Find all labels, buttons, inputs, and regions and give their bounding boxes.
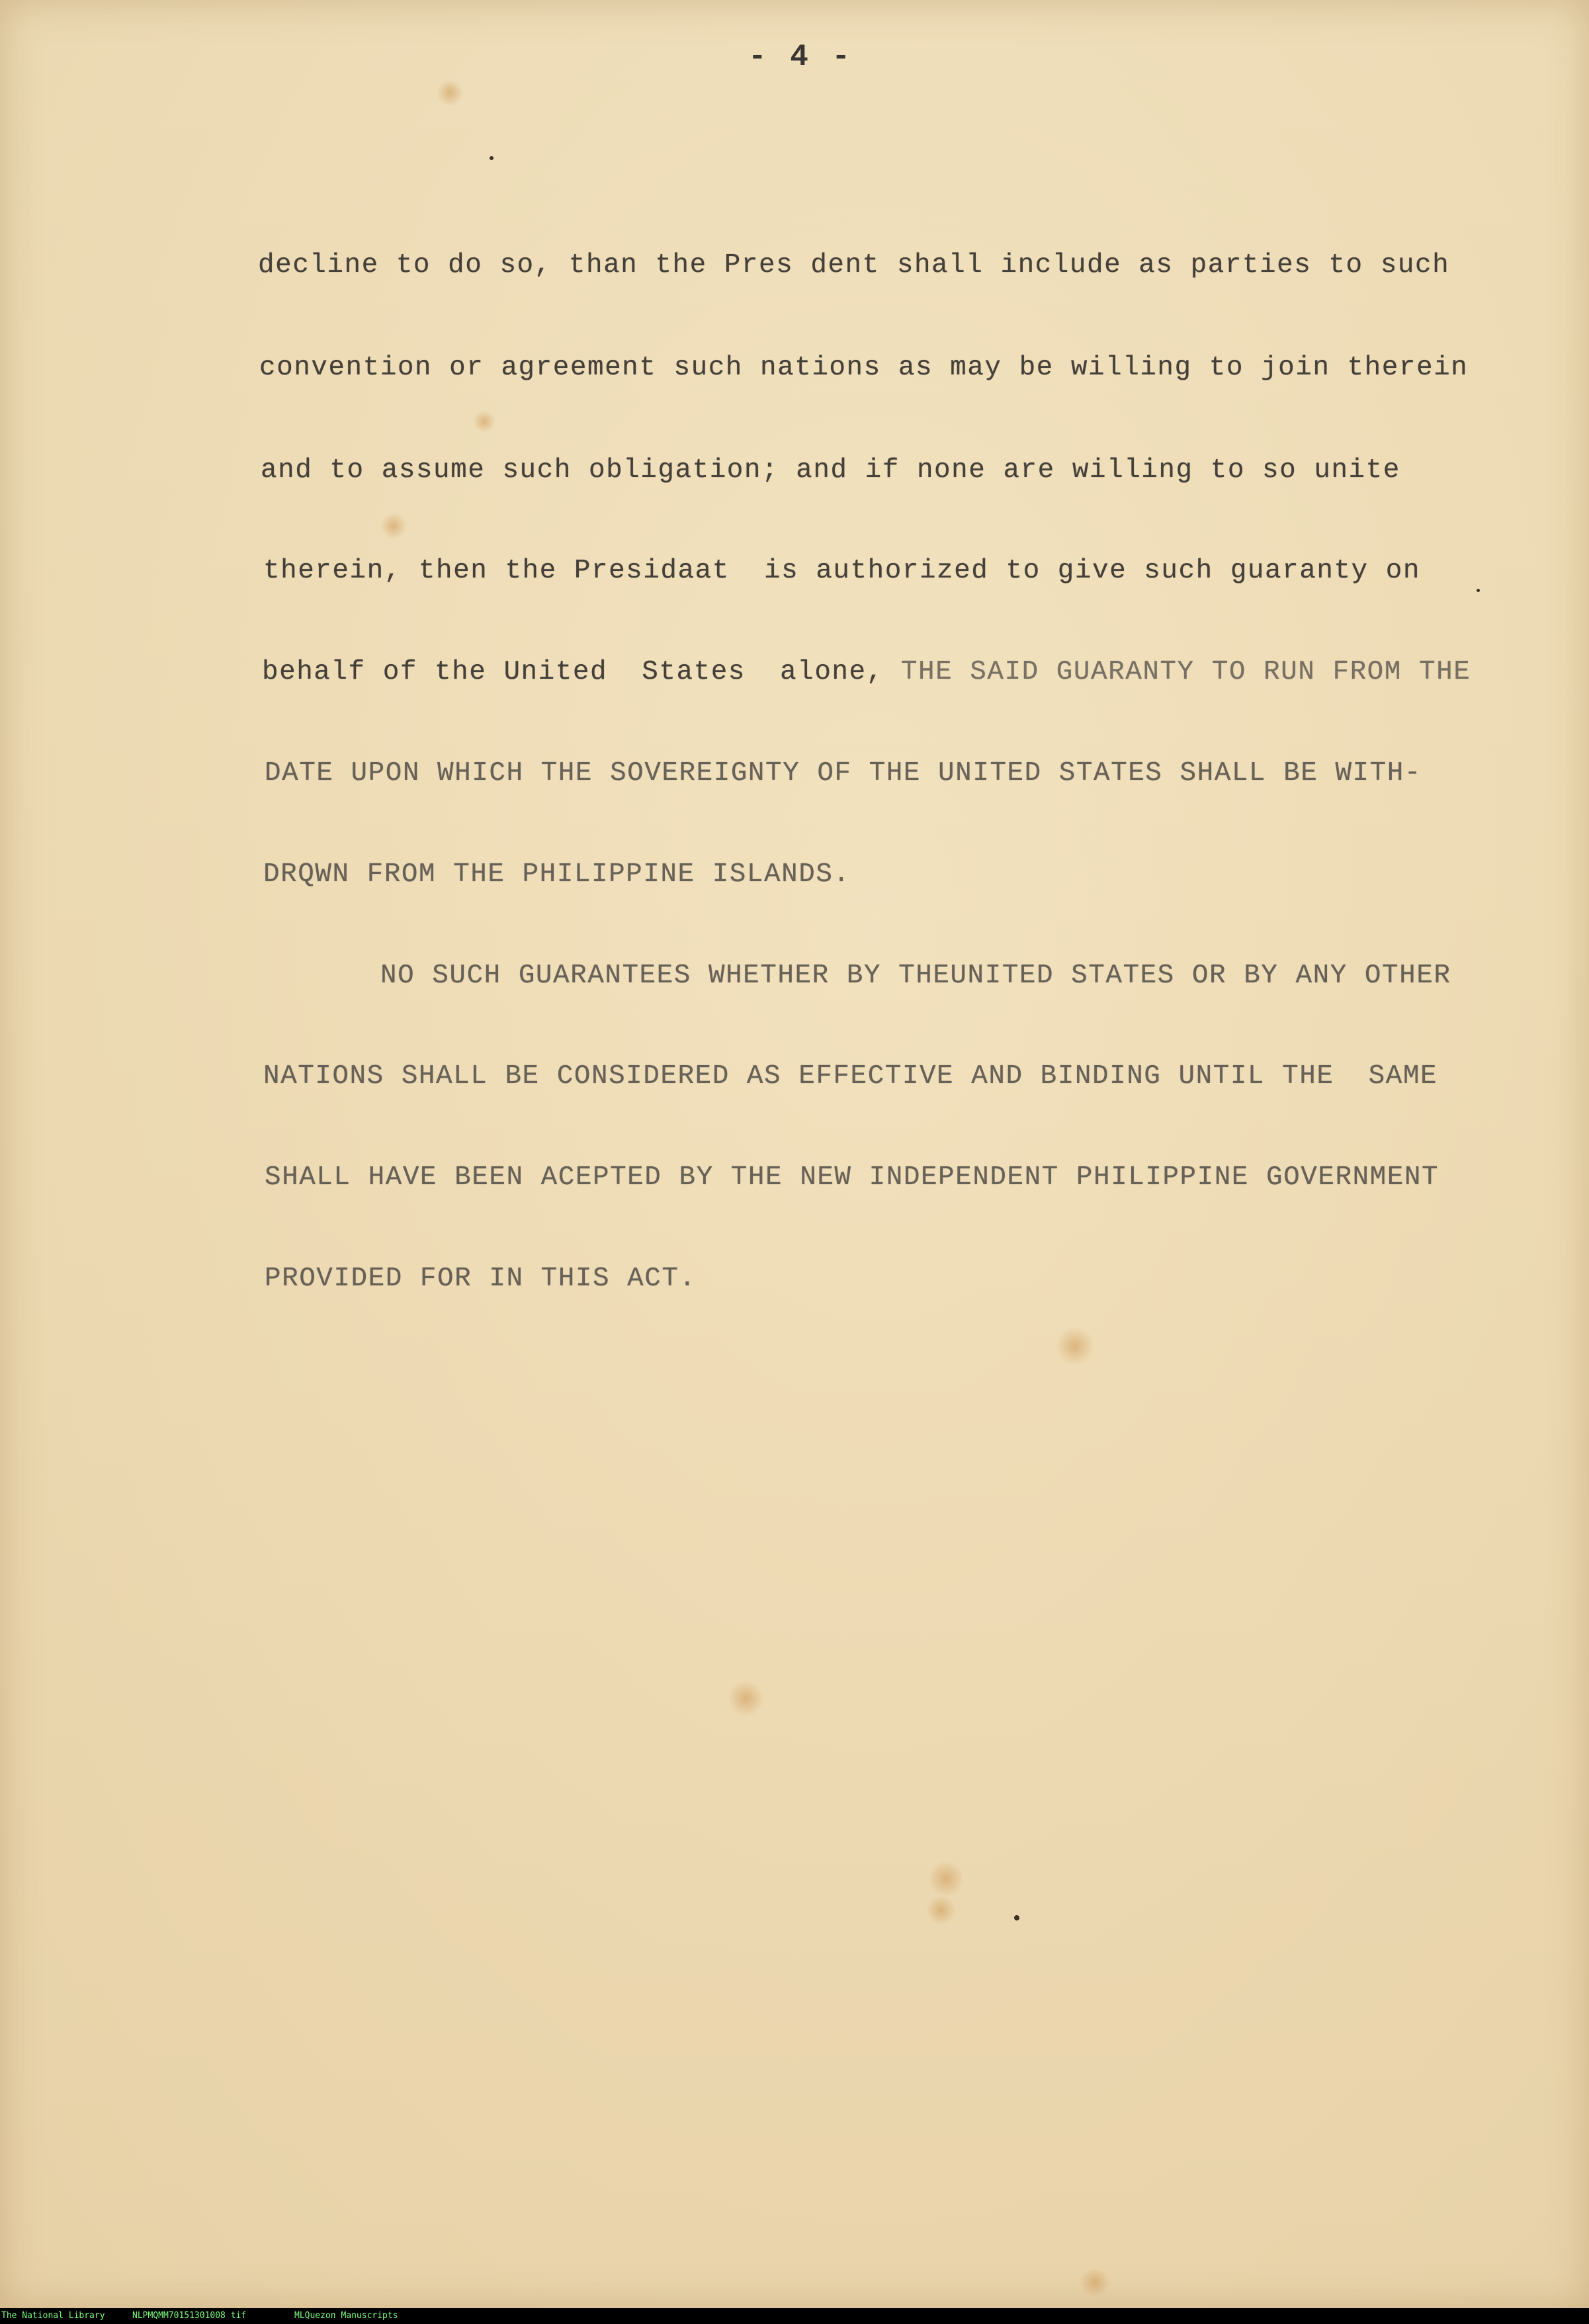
body-line-8: NO SUCH GUARANTEES WHETHER BY THEUNITED STATES OR BY ANY OTHER: [380, 961, 1451, 991]
body-line-5: [262, 657, 1471, 687]
archive-footer: [0, 2308, 1589, 2324]
paper-stain: [1055, 1326, 1095, 1366]
body-line-5-caps: THE SAID GUARANTY TO RUN FROM THE: [900, 657, 1471, 687]
paper-speck: [1477, 589, 1480, 592]
body-line-6: DATE UPON WHICH THE SOVEREIGNTY OF THE UNITED STATES SHALL BE WITH-: [265, 758, 1422, 789]
body-line-11: PROVIDED FOR IN THIS ACT.: [265, 1264, 697, 1294]
body-line-5-lower: behalf of the United States alone,: [262, 657, 901, 687]
body-line-1: decline to do so, than the Pres dent shall include as parties to such: [258, 250, 1450, 280]
footer-library: The National Library: [1, 2311, 105, 2321]
footer-file-id: NLPMQMM70151301008 tif: [132, 2311, 247, 2321]
page-number: - 4 -: [748, 40, 853, 74]
body-line-4: therein, then the Presidaat is authorized to give such guaranty on: [263, 556, 1420, 586]
paper-stain: [437, 79, 463, 106]
footer-collection: MLQuezon Manuscripts: [294, 2311, 398, 2321]
paper-stain: [380, 513, 407, 539]
body-line-3: and to assume such obligation; and if none are willing to so unite: [261, 455, 1400, 486]
body-line-7: DRQWN FROM THE PHILIPPINE ISLANDS.: [263, 859, 851, 890]
paper-stain: [929, 1859, 963, 1899]
paper-speck: [1014, 1915, 1019, 1920]
body-line-10: SHALL HAVE BEEN ACEPTED BY THE NEW INDEPENDENT PHILIPPINE GOVERNMENT: [265, 1162, 1439, 1193]
body-line-9: NATIONS SHALL BE CONSIDERED AS EFFECTIVE AND BINDING UNTIL THE SAME: [263, 1061, 1438, 1092]
paper-stain: [473, 410, 495, 433]
paper-speck: [490, 156, 494, 160]
paper-stain: [1078, 2269, 1111, 2296]
paper-stain: [926, 1895, 956, 1925]
paper-stain: [728, 1680, 764, 1717]
body-line-2: convention or agreement such nations as may be willing to join therein: [259, 353, 1469, 383]
